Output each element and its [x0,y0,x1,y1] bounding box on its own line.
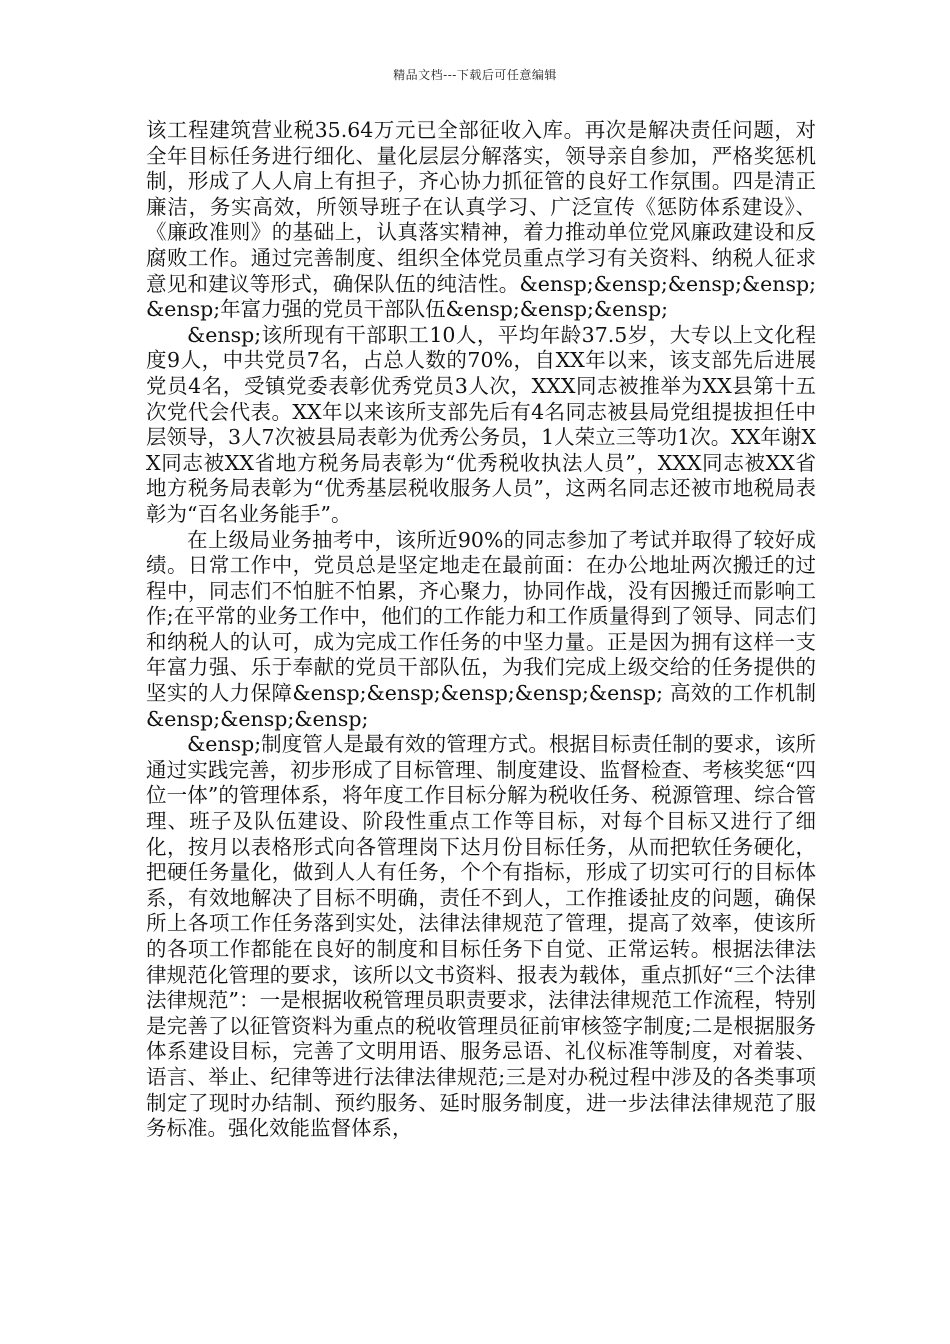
paragraph-3: 在上级局业务抽考中，该所近90%的同志参加了考试并取得了较好成绩。日常工作中，党员总是坚定地走在最前面：在办公地址两次搬迁的过程中，同志们不怕脏不怕累，齐心聚力，协同作战，没有因搬迁而影响工作;在平常的业务工作中，他们的工作能力和工作质量得到了领导、同志们和纳税人的认可，成为完成工作任务的中坚力量。正是因为拥有这样一支年富力强、乐于奉献的党员干部队伍，为我们完成上级交给的任务提供的坚实的人力保障&ensp;&ensp;&ensp;&ensp;&ensp; 高效的工作机制&ensp;&ensp;&ensp; [146,527,816,731]
document-body [146,118,816,1142]
paragraph-1: 该工程建筑营业税35.64万元已全部征收入库。再次是解决责任问题，对全年目标任务进行细化、量化层层分解落实，领导亲自参加，严格奖惩机制，形成了人人肩上有担子，齐心协力抓征管的良好工作氛围。四是清正廉洁，务实高效，所领导班子在认真学习、广泛宣传《惩防体系建设》、《廉政准则》的基础上，认真落实精神，着力推动单位党风廉政建设和反腐败工作。通过完善制度、组织全体党员重点学习有关资料、纳税人征求意见和建议等形式，确保队伍的纯洁性。&ensp;&ensp;&ensp;&ensp;&ensp;年富力强的党员干部队伍&ensp;&ensp;&ensp; [146,118,816,322]
page-header: 精品文档---下载后可任意编辑 [393,68,557,82]
paragraph-4: &ensp;制度管人是最有效的管理方式。根据目标责任制的要求，该所通过实践完善，初步形成了目标管理、制度建设、监督检查、考核奖惩“四位一体”的管理体系，将年度工作目标分解为税收任务、税源管理、综合管理、班子及队伍建设、阶段性重点工作等目标，对每个目标又进行了细化，按月以表格形式向各管理岗下达月份目标任务，从而把软任务硬化，把硬任务量化，做到人人有任务，个个有指标，形成了切实可行的目标体系，有效地解决了目标不明确，责任不到人，工作推诿扯皮的问题，确保所上各项工作任务落到实处，法律法律规范了管理，提高了效率，使该所的各项工作都能在良好的制度和目标任务下自觉、正常运转。根据法律法律规范化管理的要求，该所以文书资料、报表为载体，重点抓好“三个法律法律规范”：一是根据收税管理员职责要求，法律法律规范工作流程，特别是完善了以征管资料为重点的税收管理员征前审核签字制度;二是根据服务体系建设目标，完善了文明用语、服务忌语、礼仪标准等制度，对着装、语言、举止、纪律等进行法律法律规范;三是对办税过程中涉及的各类事项制定了现时办结制、预约服务、延时服务制度，进一步法律法律规范了服务标准。强化效能监督体系， [146,732,816,1141]
paragraph-2: &ensp;该所现有干部职工10人，平均年龄37.5岁，大专以上文化程度9人，中共党员7名，占总人数的70%，自XX年以来，该支部先后进展党员4名，受镇党委表彰优秀党员3人次，XXX同志被推举为XX县第十五次党代会代表。XX年以来该所支部先后有4名同志被县局党组提拔担任中层领导，3人7次被县局表彰为优秀公务员，1人荣立三等功1次。XX年谢XX同志被XX省地方税务局表彰为“优秀税收执法人员”，XXX同志被XX省地方税务局表彰为“优秀基层税收服务人员”，这两名同志还被市地税局表彰为“百名业务能手”。 [146,322,816,526]
